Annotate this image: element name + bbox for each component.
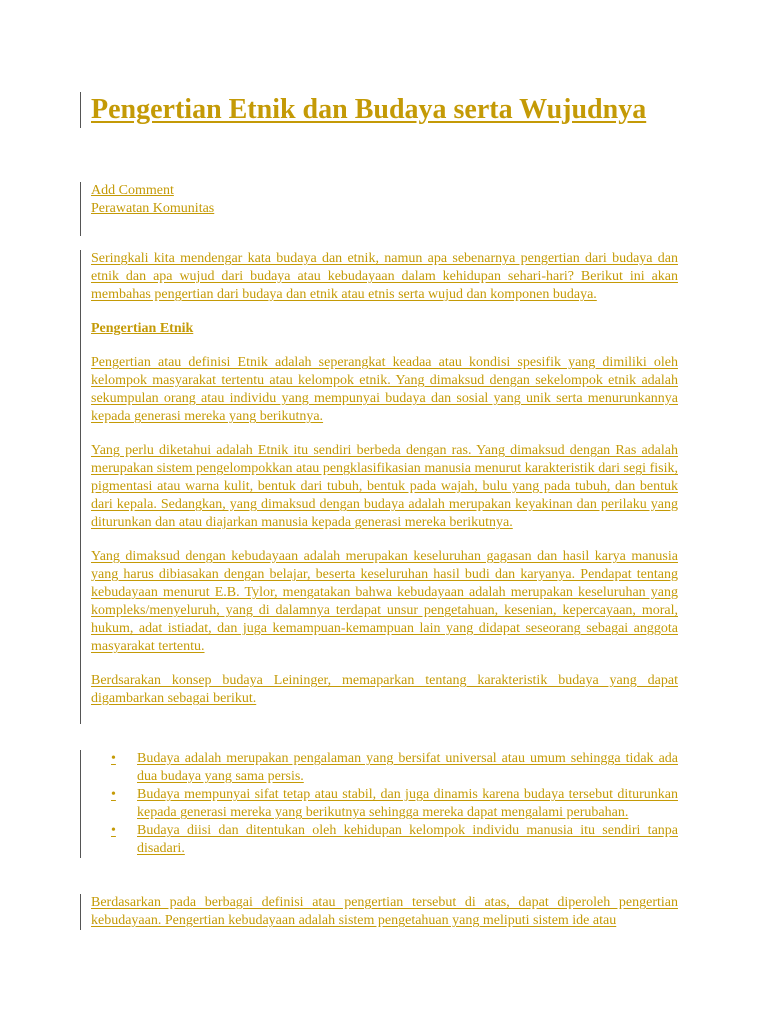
bullet-icon: • <box>111 751 116 766</box>
section-heading: Pengertian Etnik <box>91 321 194 336</box>
article-title: Pengertian Etnik dan Budaya serta Wujudnya <box>91 94 647 125</box>
list-item-text: Budaya adalah merupakan pengalaman yang bersifat universal atau umum sehingga tidak ada dua budaya yang sama persis. <box>137 751 678 784</box>
list-item <box>111 822 678 858</box>
article-meta <box>80 182 214 236</box>
paragraph: Yang dimaksud dengan kebudayaan adalah merupakan keseluruhan gagasan dan hasil karya manusia yang harus dibiasakan dengan belajar, beserta keseluruhan hasil budi dan karyanya. Pendapat tentang kebudayaan menurut E.B. Tylor, mengatakan bahwa kebudayaan adalah merupakan keseluruhan yang kompleks/menyeluruh, yang di dalamnya terdapat unsur pengetahuan, kesenian, kepercayaan, moral, hukum, adat istiadat, dan juga kemampuan-kemampuan lain yang didapat seseorang sebagai anggota masyarakat tertentu. <box>91 549 678 654</box>
final-paragraph: Berdasarkan pada berbagai definisi atau pengertian tersebut di atas, dapat diperoleh pengertian kebudayaan. Pengertian kebudayaan adalah sistem pengetahuan yang meliputi sistem ide atau <box>91 895 678 928</box>
article-body <box>80 250 678 724</box>
list-item-text: Budaya mempunyai sifat tetap atau stabil, dan juga dinamis karena budaya tersebut diturunkan kepada generasi mereka yang berikutnya sehingga mereka dapat mengalami perubahan. <box>137 787 678 820</box>
bullet-icon: • <box>111 823 116 838</box>
paragraph: Pengertian atau definisi Etnik adalah seperangkat keadaa atau kondisi spesifik yang dimiliki oleh kelompok masyarakat tertentu atau kelompok etnik. Yang dimaksud dengan sekelompok etnik adalah sekumpulan orang atau individu yang mempunyai budaya dan sosial yang unik serta menurunkannya kepada generasi mereka yang berikutnya. <box>91 355 678 424</box>
paragraph: Berdsarakan konsep budaya Leininger, memaparkan tentang karakteristik budaya yang dapat digambarkan sebagai berikut. <box>91 673 678 706</box>
list-item <box>111 786 678 822</box>
title-block <box>80 92 681 128</box>
final-paragraph-block <box>80 894 678 930</box>
list-item-text: Budaya diisi dan ditentukan oleh kehidupan kelompok individu manusia itu sendiri tanpa disadari. <box>137 823 678 856</box>
add-comment-link[interactable]: Add Comment <box>91 183 174 198</box>
bullet-icon: • <box>111 787 116 802</box>
paragraph: Yang perlu diketahui adalah Etnik itu sendiri berbeda dengan ras. Yang dimaksud dengan Ras adalah merupakan sistem pengelompokkan atau pengklasifikasian manusia menurut karakteristik dari segi fisik, pigmentasi atau warna kulit, bentuk dari tubuh, bentuk pada wajah, bulu yang pada tubuh, dan bentuk dari kepala. Sedangkan, yang dimaksud dengan budaya adalah merupakan keyakinan dan perilaku yang diturunkan dan atau diajarkan manusia kepada generasi mereka berikutnya. <box>91 443 678 530</box>
list-item <box>111 750 678 786</box>
characteristics-list <box>80 750 678 858</box>
category-link[interactable]: Perawatan Komunitas <box>91 201 215 216</box>
intro-paragraph: Seringkali kita mendengar kata budaya dan etnik, namun apa sebenarnya pengertian dari budaya dan etnik dan apa wujud dari budaya atau kebudayaan dalam kehidupan sehari-hari? Berikut ini akan membahas pengertian dari budaya dan etnik atau etnis serta wujud dan komponen budaya. <box>91 251 678 302</box>
